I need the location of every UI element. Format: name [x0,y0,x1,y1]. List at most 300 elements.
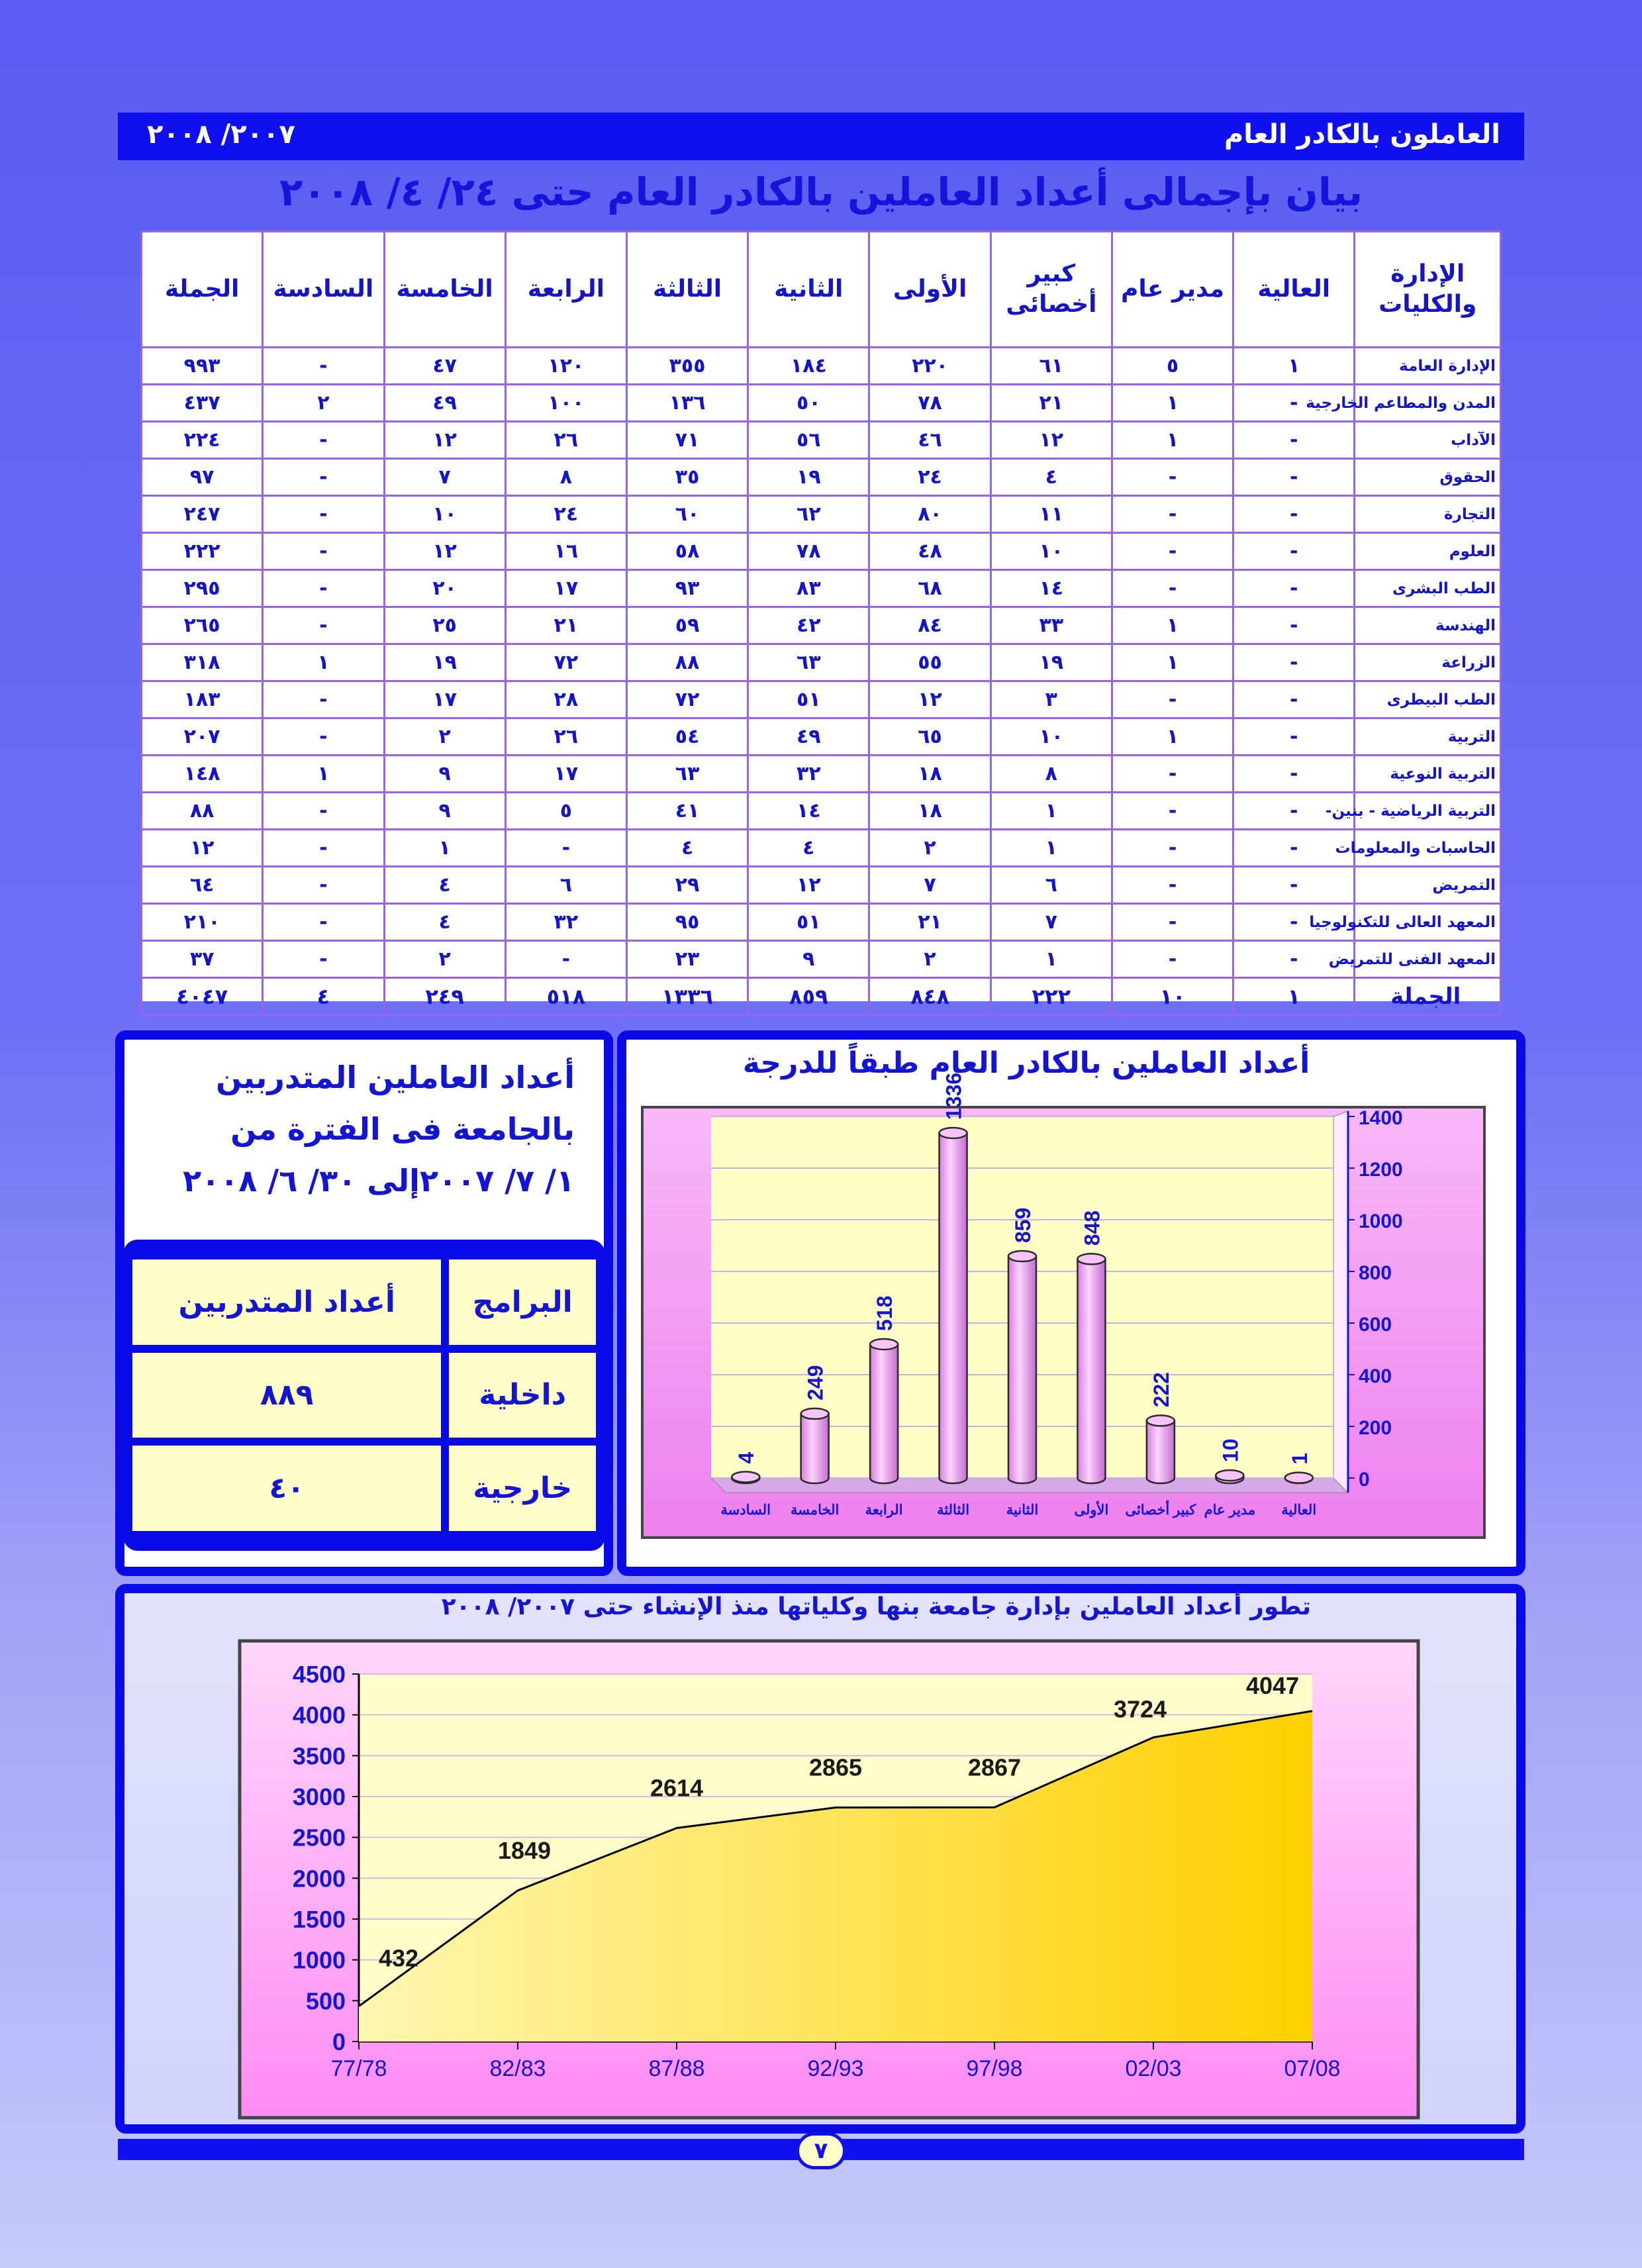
y-tick-label: 500 [305,1987,346,2015]
table-cell: ٤ [384,867,505,904]
table-cell: ٣٧ [142,941,263,978]
bar [1008,1256,1036,1483]
table-cell: ٤ [384,904,505,941]
table-cell: ٢ [384,718,505,756]
column-header: العالية [1233,232,1355,348]
table-cell: - [1112,867,1233,904]
trainees-external-value: ٤٠ [132,1446,441,1531]
table-cell: - [1233,830,1355,867]
table-cell: ٤٢ [748,607,869,644]
table-cell: ٢ [384,941,505,978]
table-cell: ١٨ [869,756,990,793]
table-cell: ٧٨ [748,533,869,570]
total-cell: ٤ [263,978,384,1015]
table-row [142,348,1501,385]
table-cell: ٢٥ [384,607,505,644]
category-label: الخامسة [790,1503,840,1518]
table-cell: - [1233,533,1355,570]
table-cell: ٥٨ [626,533,748,570]
table-cell: ٥٤ [626,718,748,756]
staff-table [140,230,1502,1010]
table-cell: ٧٢ [626,681,748,718]
total-cell: ٥١٨ [505,978,626,1015]
table-cell: ١ [1112,422,1233,459]
table-cell: ٢٨ [505,681,626,718]
bar-top [1147,1415,1175,1426]
table-cell: ٦ [505,867,626,904]
table-cell: ٤٩ [384,385,505,422]
column-header: الثانية [748,232,869,348]
y-tick-label: 1000 [292,1946,346,1974]
data-label: 2865 [808,1753,863,1781]
line-chart-title: تطور أعداد العاملين بإدارة جامعة بنها وكلياتها منذ الإنشاء حتى ٢٠٠٧/ ٢٠٠٨ [441,1593,1311,1620]
row-label: الطب البيطرى [1355,681,1501,718]
column-header: الأولى [869,232,990,348]
table-cell: - [263,348,384,385]
table-row [142,607,1501,644]
row-label: الزراعة [1355,644,1501,681]
table-cell: ٥ [1112,348,1233,385]
table-cell: ١٢ [869,681,990,718]
table-cell: ٦٣ [748,644,869,681]
table-row [142,422,1501,459]
table-cell: ٢١ [505,607,626,644]
header-bar [118,113,1524,160]
table-row [142,570,1501,607]
table-cell: - [263,793,384,830]
x-tick-label: 77/78 [330,2056,387,2081]
y-tick-label: 4500 [292,1661,346,1688]
y-tick-label: 0 [332,2028,346,2055]
table-cell: - [505,941,626,978]
table-cell: ١٢ [142,830,263,867]
total-cell: ١٣٣٦ [626,978,748,1015]
y-tick-label: 1200 [1359,1159,1403,1181]
table-cell: - [263,607,384,644]
table-cell: ٢٩٥ [142,570,263,607]
trainees-title-line1: أعداد العاملين المتدربين [215,1060,575,1095]
table-cell: ١٦ [505,533,626,570]
table-cell: ١٤ [990,570,1112,607]
total-cell: ١٠ [1112,978,1233,1015]
total-cell: ٢٤٩ [384,978,505,1015]
column-header: كبير أخصائى [990,232,1112,348]
table-cell: ٦ [990,867,1112,904]
table-cell: ٧٨ [869,385,990,422]
row-label: التمريض [1355,867,1501,904]
row-label: التربية [1355,718,1501,756]
table-cell: - [263,718,384,756]
table-cell: ٢٤ [869,459,990,496]
column-header: الرابعة [505,232,626,348]
table-cell: - [1112,533,1233,570]
table-cell: ٢٢٤ [142,422,263,459]
table-cell: ٢٦ [505,422,626,459]
table-cell: ٩ [384,756,505,793]
table-cell: ٢٠ [384,570,505,607]
trainees-external-label: خارجية [441,1446,596,1531]
x-tick-label: 92/93 [807,2056,864,2081]
bar-value-label: 848 [1080,1210,1104,1246]
data-label: 4047 [1245,1671,1300,1699]
x-tick-label: 02/03 [1125,2056,1182,2081]
table-cell: ١٧ [505,570,626,607]
table-cell: - [1233,793,1355,830]
bar-chart-title: أعداد العاملين بالكادر العام طبقاً للدرجة [742,1046,1310,1080]
bar-chart [642,1072,1484,1538]
table-cell: ٣٥٥ [626,348,748,385]
table-cell: ٥٠ [748,385,869,422]
table-cell: ٩٥ [626,904,748,941]
table-cell: ٨٣ [748,570,869,607]
y-tick-label: 1500 [292,1906,346,1933]
table-row [142,867,1501,904]
category-label: العالية [1281,1503,1317,1518]
bar-value-label: 249 [803,1365,828,1401]
y-tick-label: 1000 [1359,1210,1403,1232]
table-cell: ٢٢٢ [142,533,263,570]
table-cell: ٣١٨ [142,644,263,681]
category-label: الأولى [1074,1503,1109,1518]
table-cell: ٦٢ [748,496,869,533]
category-label: الثانية [1006,1503,1039,1518]
total-cell: ٢٢٢ [990,978,1112,1015]
table-cell: ١٢ [384,422,505,459]
table-cell: ٢٦٥ [142,607,263,644]
data-label: 2867 [967,1753,1022,1781]
bar-top [940,1128,967,1138]
table-cell: ٤٨ [869,533,990,570]
bar-value-label: 859 [1011,1207,1035,1243]
category-label: السادسة [720,1503,771,1518]
table-row [142,793,1501,830]
table-cell: ٤٧ [384,348,505,385]
row-label: الحقوق [1355,459,1501,496]
table-cell: - [1112,681,1233,718]
table-cell: ٢ [869,830,990,867]
table-cell: - [263,681,384,718]
table-cell: ١٤٨ [142,756,263,793]
table-row [142,459,1501,496]
chart-side-wall [1333,1111,1348,1493]
y-tick-label: 2500 [292,1824,346,1851]
table-row [142,941,1501,978]
table-row [142,385,1501,422]
table-cell: ١ [1112,607,1233,644]
table-cell: ٢١ [990,385,1112,422]
trainees-internal-value: ٨٨٩ [132,1353,441,1438]
bar-value-label: 518 [873,1295,897,1331]
table-cell: - [263,533,384,570]
table-cell: ٩٩٣ [142,348,263,385]
row-label: التجارة [1355,496,1501,533]
trainees-header-program: البرامج [441,1259,596,1345]
table-cell: ٣٢ [505,904,626,941]
bar [870,1344,898,1483]
total-label: الجملة [1355,978,1501,1015]
table-row [142,904,1501,941]
y-tick-label: 3000 [292,1783,346,1810]
table-cell: - [263,830,384,867]
y-tick-label: 1400 [1359,1107,1403,1129]
bar-value-label: 1336 [942,1072,966,1120]
table-cell: ٦١ [990,348,1112,385]
table-cell: ٢٣ [626,941,748,978]
table-cell: ٥١ [748,681,869,718]
bar-value-label: 222 [1149,1372,1173,1408]
table-cell: ٢ [869,941,990,978]
table-row [142,644,1501,681]
bar-value-label: 4 [734,1452,759,1464]
header-title: العاملون بالكادر العام [1224,119,1500,150]
y-tick-label: 400 [1359,1365,1392,1387]
row-label: الآداب [1355,422,1501,459]
category-label: الثالثة [937,1503,970,1518]
table-cell: ٩٧ [142,459,263,496]
table-cell: ١٨ [869,793,990,830]
table-cell: ٨٠ [869,496,990,533]
table-cell: ٢١٠ [142,904,263,941]
table-cell: ٣٣ [990,607,1112,644]
table-cell: ٥٦ [748,422,869,459]
table-cell: ٨٤ [869,607,990,644]
table-cell: ١٨٣ [142,681,263,718]
area-chart [240,1641,1418,2118]
category-label: مدير عام [1204,1503,1256,1518]
table-cell: - [1233,422,1355,459]
table-cell: ١ [990,941,1112,978]
column-header: الخامسة [384,232,505,348]
table-cell: - [263,422,384,459]
table-cell: ١٠ [990,718,1112,756]
category-label: الرابعة [865,1503,903,1518]
table-cell: ١٩ [748,459,869,496]
table-cell: - [1233,681,1355,718]
table-cell: ٢٤٧ [142,496,263,533]
data-label: 3724 [1113,1695,1167,1723]
table-cell: ٤ [748,830,869,867]
table-cell: ٥ [505,793,626,830]
table-cell: ٨ [990,756,1112,793]
table-cell: ١٠٠ [505,385,626,422]
table-cell: - [1233,941,1355,978]
table-cell: ٤ [990,459,1112,496]
table-cell: ٢٦ [505,718,626,756]
table-cell: - [1112,904,1233,941]
table-cell: ٢٤ [505,496,626,533]
total-cell: ١ [1233,978,1355,1015]
y-tick-label: 2000 [292,1865,346,1893]
table-cell: - [263,941,384,978]
table-cell: - [263,496,384,533]
data-label: 1849 [497,1836,552,1864]
y-tick-label: 4000 [292,1701,346,1729]
row-label: المدن والمطاعم الخارجية [1355,385,1501,422]
trainees-header-count: أعداد المتدربين [132,1259,441,1345]
column-header: الإدارة والكليات [1355,232,1501,348]
table-cell: ٢٩ [626,867,748,904]
table-cell: ١ [384,830,505,867]
table-row [142,681,1501,718]
table-cell: ١ [263,644,384,681]
table-cell: ٤١ [626,793,748,830]
table-cell: ٢٠٧ [142,718,263,756]
table-cell: - [1233,385,1355,422]
table-cell: - [263,459,384,496]
table-cell: - [1112,941,1233,978]
row-label: العلوم [1355,533,1501,570]
table-cell: ١ [1112,385,1233,422]
page-number: ٧ [796,2132,846,2169]
bar-top [732,1471,759,1482]
trainees-table [123,1240,605,1551]
trainees-internal-label: داخلية [441,1353,596,1438]
table-row [142,830,1501,867]
trainees-title-line2: بالجامعة فى الفترة من [230,1111,575,1147]
table-cell: - [263,570,384,607]
table-cell: - [1233,904,1355,941]
table-cell: - [263,867,384,904]
table-cell: ١٢ [990,422,1112,459]
x-tick-label: 87/88 [648,2056,705,2081]
table-total-row [142,978,1501,1015]
column-header: الثالثة [626,232,748,348]
table-cell: ٩٣ [626,570,748,607]
table-cell: ٢١ [869,904,990,941]
total-cell: ٤٠٤٧ [142,978,263,1015]
table-cell: ١٢ [748,867,869,904]
table-cell: - [1233,459,1355,496]
bar-top [1008,1251,1036,1261]
table-cell: ١٤ [748,793,869,830]
table-cell: ١٢٠ [505,348,626,385]
bar-value-label: 1 [1287,1452,1312,1465]
row-label: الهندسة [1355,607,1501,644]
table-cell: - [1233,644,1355,681]
table-cell: ١٣٦ [626,385,748,422]
column-header: السادسة [263,232,384,348]
table-cell: - [1233,718,1355,756]
row-label: الإدارة العامة [1355,348,1501,385]
y-tick-label: 800 [1359,1262,1392,1284]
table-cell: - [505,830,626,867]
table-cell: ١٩ [384,644,505,681]
bar [940,1133,967,1483]
table-cell: - [1233,867,1355,904]
total-cell: ٨٥٩ [748,978,869,1015]
table-cell: ٤٩ [748,718,869,756]
table-cell: ٤٦ [869,422,990,459]
table-cell: ٣٢ [748,756,869,793]
table-cell: ٥١ [748,904,869,941]
table-cell: ٣٥ [626,459,748,496]
row-label: التربية النوعية [1355,756,1501,793]
column-header: مدير عام [1112,232,1233,348]
table-cell: ٢٢٠ [869,348,990,385]
table-cell: ١ [990,793,1112,830]
table-cell: ٣ [990,681,1112,718]
bar-top [801,1408,829,1419]
table-cell: - [1112,570,1233,607]
table-cell: ٧ [384,459,505,496]
y-tick-label: 600 [1359,1314,1392,1336]
bar-top [870,1339,898,1350]
row-label: الطب البشرى [1355,570,1501,607]
data-label: 2614 [650,1774,704,1802]
table-cell: - [1112,496,1233,533]
table-cell: ٤ [626,830,748,867]
table-cell: - [1233,570,1355,607]
table-cell: ١٩ [990,644,1112,681]
x-tick-label: 97/98 [966,2056,1023,2081]
table-cell: ٦٣ [626,756,748,793]
table-cell: ٥٩ [626,607,748,644]
table-cell: ١ [263,756,384,793]
table-cell: ٢ [263,385,384,422]
table-cell: ١ [1112,718,1233,756]
table-cell: - [1233,496,1355,533]
bar [1077,1259,1105,1483]
row-label: المعهد العالى للتكنولوجيا [1355,904,1501,941]
table-cell: ١٠ [384,496,505,533]
y-tick-label: 0 [1359,1469,1370,1491]
table-cell: ١٧ [505,756,626,793]
table-cell: - [1112,830,1233,867]
table-cell: ٧٢ [505,644,626,681]
y-tick-label: 200 [1359,1417,1392,1439]
table-cell: - [1112,459,1233,496]
table-cell: ٦٥ [869,718,990,756]
total-cell: ٨٤٨ [869,978,990,1015]
table-cell: - [1233,756,1355,793]
table-cell: ٤٣٧ [142,385,263,422]
row-label: المعهد الفنى للتمريض [1355,941,1501,978]
trainees-title-line3: ١/ ٧/ ٢٠٠٧إلى ٣٠/ ٦/ ٢٠٠٨ [183,1163,575,1199]
bar-value-label: 10 [1218,1438,1243,1463]
table-cell: ١ [1112,644,1233,681]
table-cell: ٧ [990,904,1112,941]
table-row [142,533,1501,570]
bar [801,1414,829,1483]
trainees-title [132,1052,596,1214]
data-label: 432 [378,1944,419,1972]
table-cell: - [1233,607,1355,644]
table-cell: ٨٨ [142,793,263,830]
table-cell: ٨٨ [626,644,748,681]
table-cell: ١ [1233,348,1355,385]
table-cell: - [1112,756,1233,793]
table-row [142,718,1501,756]
row-label: التربية الرياضية - بنين- [1355,793,1501,830]
bar-top [1077,1254,1105,1264]
table-cell: ٦٤ [142,867,263,904]
table-cell: ١٧ [384,681,505,718]
table-cell: ٧ [869,867,990,904]
table-cell: ١٠ [990,533,1112,570]
table-cell: ٥٥ [869,644,990,681]
x-tick-label: 82/83 [489,2056,546,2081]
table-cell: ٩ [748,941,869,978]
table-cell: ٦٨ [869,570,990,607]
bar-top [1216,1470,1243,1481]
table-cell: ٧١ [626,422,748,459]
column-header: الجملة [142,232,263,348]
table-cell: - [1112,793,1233,830]
category-label: كبير أخصائى [1125,1503,1196,1518]
y-tick-label: 3500 [292,1742,346,1770]
table-cell: ١٢ [384,533,505,570]
x-tick-label: 07/08 [1284,2056,1341,2081]
